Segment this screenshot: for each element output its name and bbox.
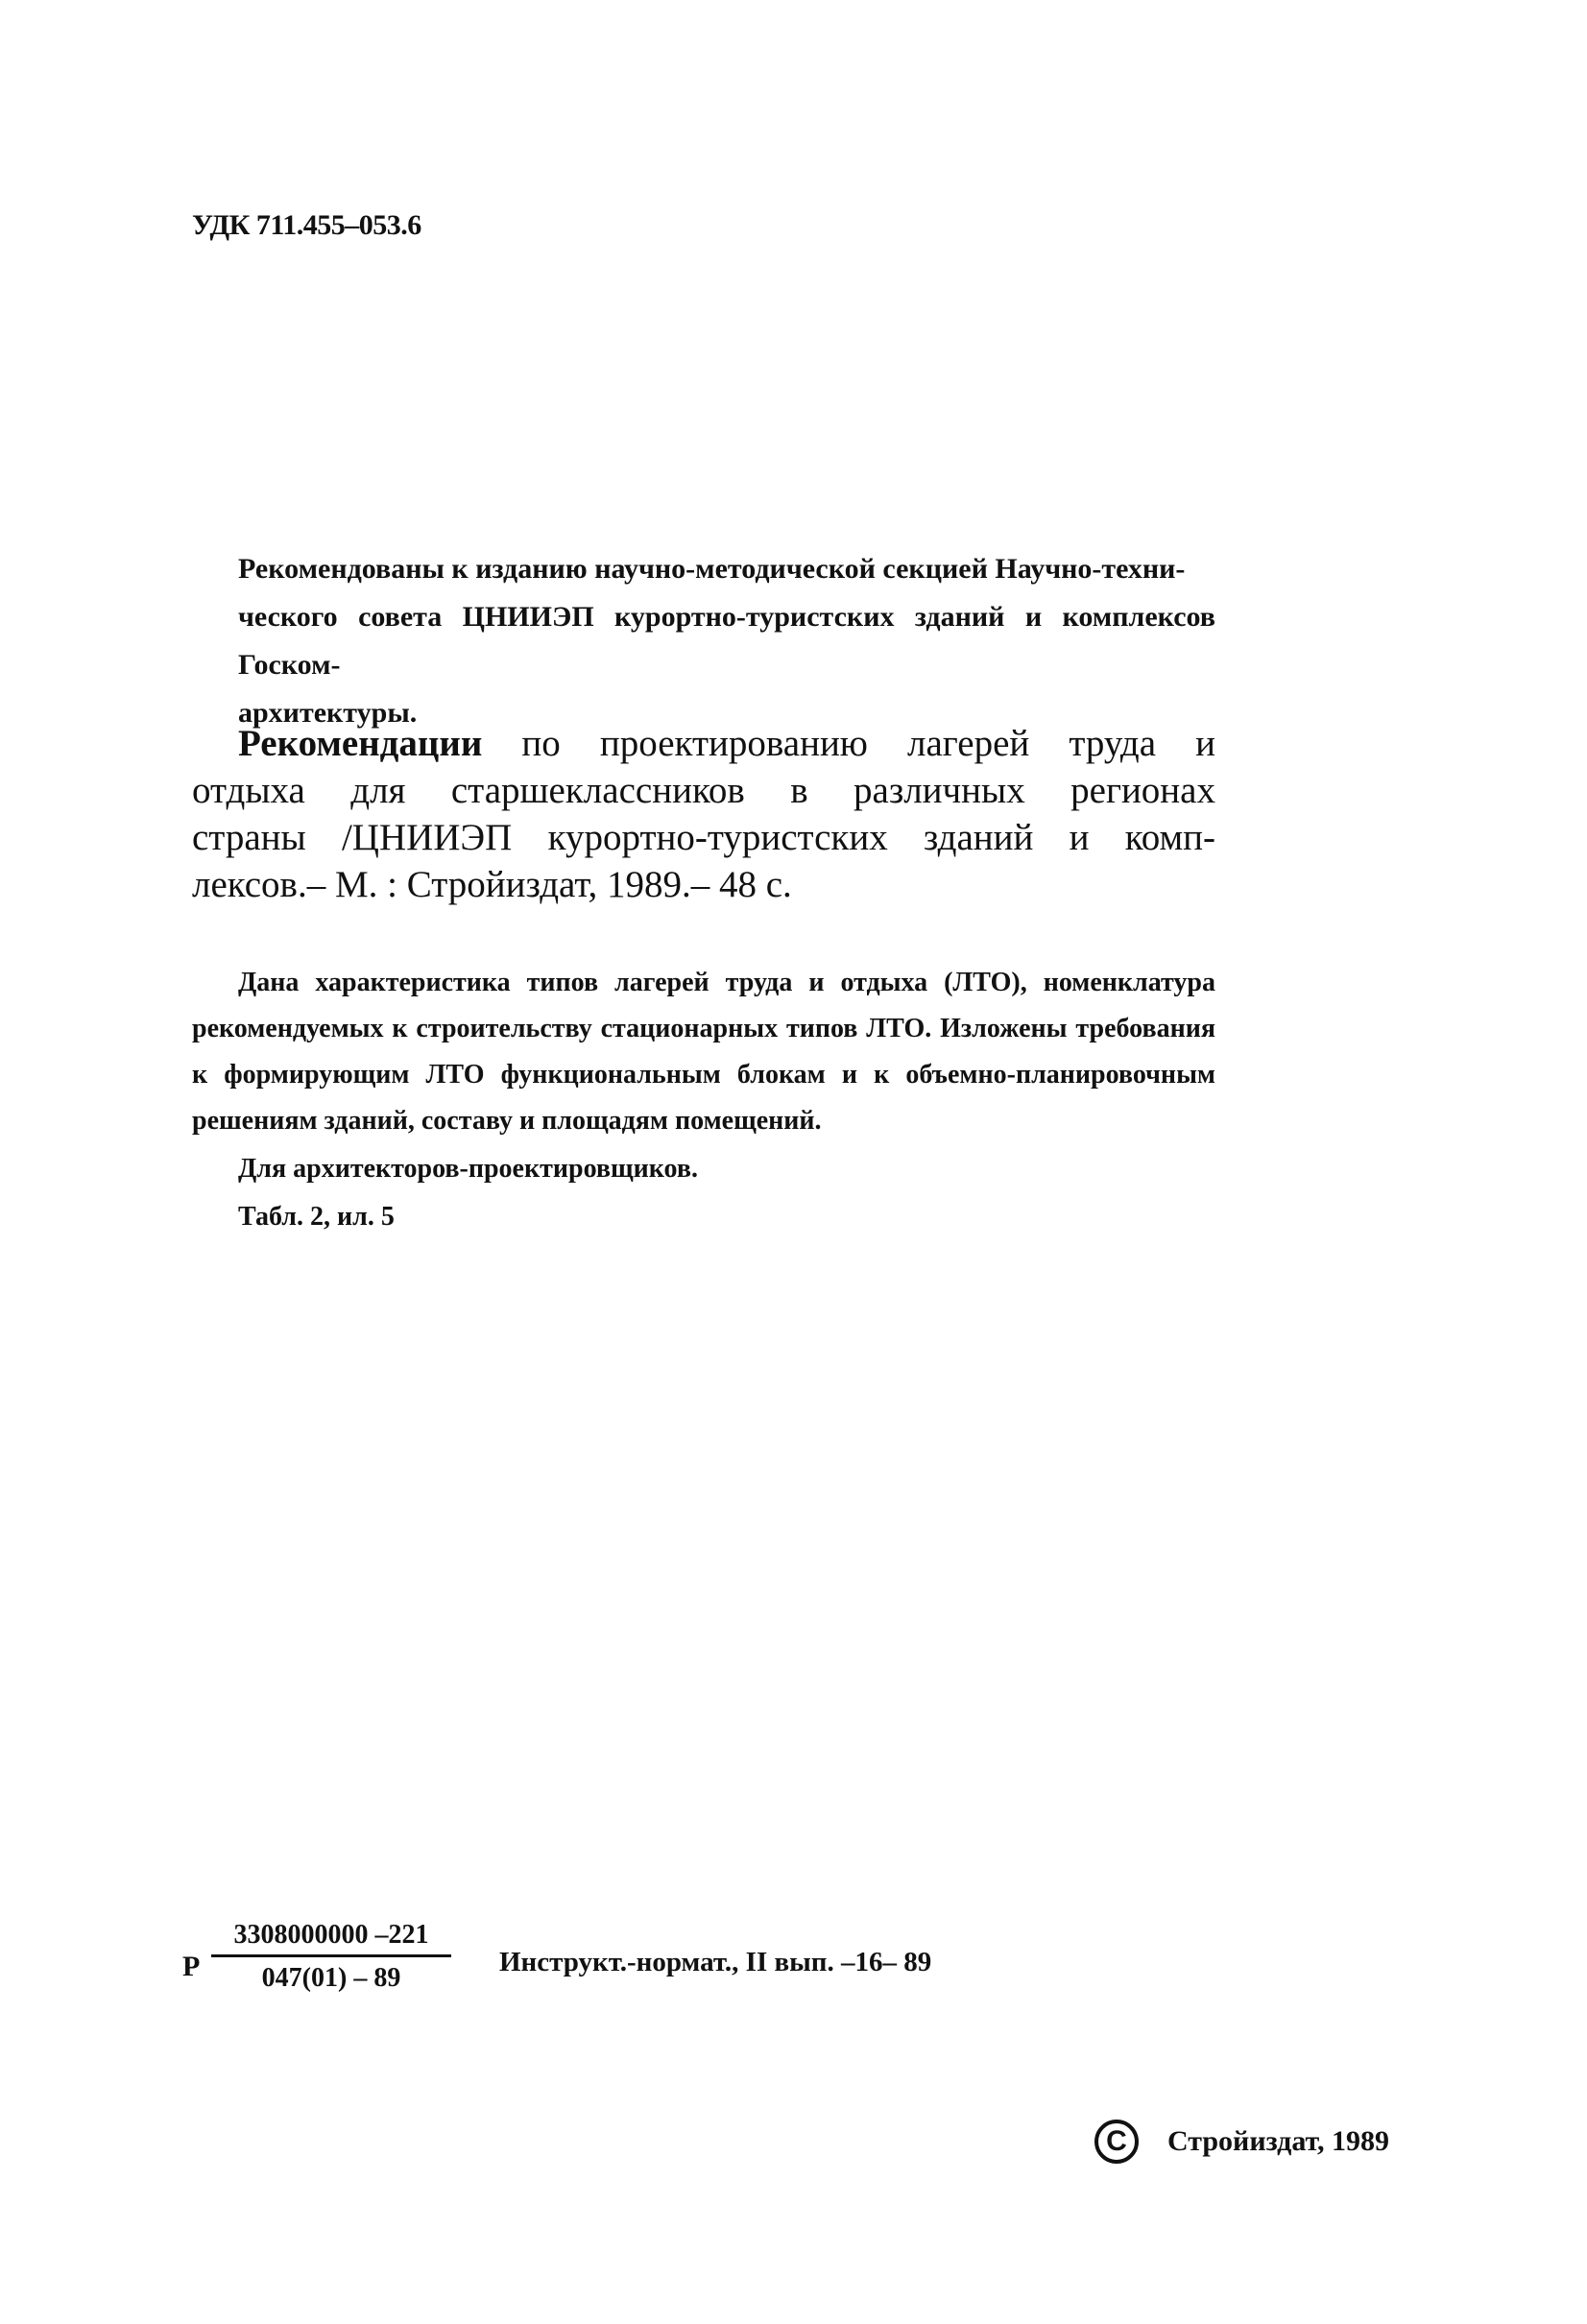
reference-line: лексов.– М. : Стройиздат, 1989.– 48 с.: [192, 864, 792, 905]
code-description: Инструкт.-нормат., II вып. –16– 89: [499, 1947, 932, 1977]
bibliographic-reference: [192, 720, 1215, 908]
reference-line-text: по проектированию лагерей труда и: [521, 723, 1215, 764]
reference-line: [192, 720, 1215, 767]
abstract-illustrations: Табл. 2, ил. 5: [238, 1202, 395, 1232]
abstract-text: Дана характеристика типов лагерей труда и отдыха (ЛТО), номенклатура рекомендуемых к строительству стационарных типов ЛТО. Изложены требования к формирующим ЛТО функциональным блокам и к объемно-планировочным решениям зданий, составу и площадям помещений.: [192, 968, 1215, 1136]
copyright-text: Стройиздат, 1989: [1167, 2125, 1390, 2157]
approval-line: ческого совета ЦНИИЭП курортно-туристских зданий и комплексов Госком-: [238, 601, 1215, 681]
reference-line: отдыха для старшеклассников в различных регионах: [192, 770, 1215, 811]
reference-line: страны /ЦНИИЭП курортно-туристских зданий и комп-: [192, 817, 1215, 858]
approval-line: архитектуры.: [238, 697, 418, 729]
code-denominator: 047(01) – 89: [261, 1963, 401, 1993]
code-fraction: [211, 1920, 451, 1994]
approval-note: [238, 545, 1215, 737]
code-numerator: 3308000000 –221: [211, 1920, 451, 1957]
publishing-code: [182, 1920, 1238, 2016]
copyright-icon: C: [1094, 2120, 1139, 2164]
reference-lead-word: Рекомендации: [238, 723, 483, 764]
udk-code: УДК 711.455–053.6: [192, 209, 421, 241]
abstract: [192, 960, 1215, 1240]
copyright-notice: [1094, 2120, 1389, 2164]
approval-line: Рекомендованы к изданию научно-методической секцией Научно-техни-: [238, 553, 1186, 585]
code-letter: Р: [182, 1951, 201, 1982]
abstract-audience: Для архитекторов-проектировщиков.: [238, 1154, 698, 1184]
